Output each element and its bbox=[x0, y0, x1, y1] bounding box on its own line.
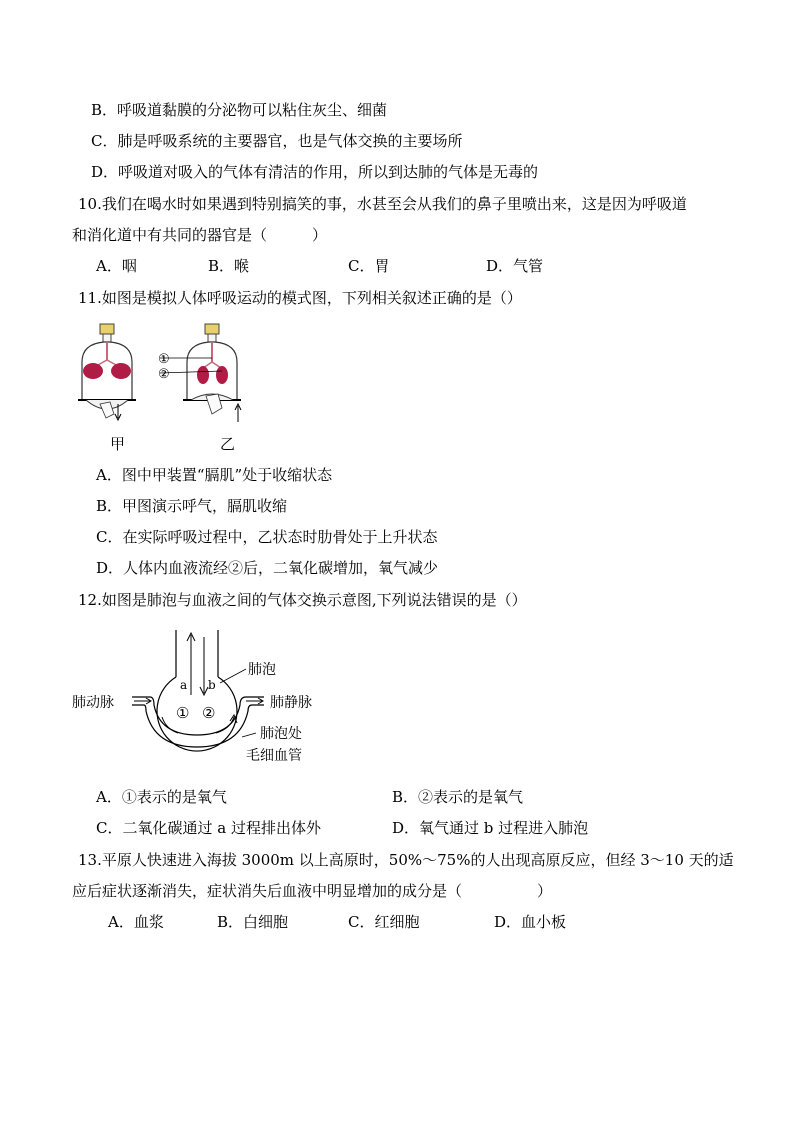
marker-2: ② bbox=[158, 367, 170, 382]
figure-label-yi: 乙 bbox=[220, 435, 236, 453]
q11-option-b: B．甲图演示呼气，膈肌收缩 bbox=[96, 497, 288, 515]
q13-option-c: C．红细胞 bbox=[348, 913, 420, 931]
bell-jar-left bbox=[78, 324, 136, 420]
q9-option-b: B．呼吸道黏膜的分泌物可以粘住灰尘、细菌 bbox=[91, 101, 388, 119]
label-capillary-1: 肺泡处 bbox=[260, 726, 302, 742]
gas-exchange-figure bbox=[70, 625, 340, 770]
q12-option-d: D．氧气通过 b 过程进入肺泡 bbox=[392, 819, 589, 837]
q13-stem-line2: 应后症状逐渐消失，症状消失后血液中明显增加的成分是（ ） bbox=[72, 882, 553, 900]
marker-1: ① bbox=[158, 352, 170, 367]
q9-option-c: C．肺是呼吸系统的主要器官，也是气体交换的主要场所 bbox=[91, 132, 463, 150]
q13-option-b: B．白细胞 bbox=[217, 913, 289, 931]
q11-option-a: A．图中甲装置“膈肌”处于收缩状态 bbox=[96, 466, 333, 484]
q11-option-c: C．在实际呼吸过程中，乙状态时肋骨处于上升状态 bbox=[96, 528, 438, 546]
q10-stem-line2: 和消化道中有共同的器官是（ ） bbox=[72, 226, 328, 244]
q9-option-d: D．呼吸道对吸入的气体有清洁的作用，所以到达肺的气体是无毒的 bbox=[91, 163, 539, 181]
q12-option-c: C．二氧化碳通过 a 过程排出体外 bbox=[96, 819, 321, 837]
q10-option-a: A．咽 bbox=[96, 257, 137, 275]
marker-1: ① bbox=[176, 704, 190, 722]
label-capillary-2: 毛细血管 bbox=[246, 748, 302, 764]
q10-stem-line1: 10.我们在喝水时如果遇到特别搞笑的事，水甚至会从我们的鼻子里喷出来，这是因为呼吸道 bbox=[78, 195, 687, 213]
label-b: b bbox=[208, 678, 216, 692]
q12-option-b: B．②表示的是氧气 bbox=[392, 788, 524, 806]
marker-2: ② bbox=[202, 704, 216, 722]
q10-option-d: D．气管 bbox=[486, 257, 544, 275]
q10-option-b: B．喉 bbox=[208, 257, 250, 275]
label-pulmonary-vein: 肺静脉 bbox=[270, 695, 312, 711]
q12-stem: 12.如图是肺泡与血液之间的气体交换示意图,下列说法错误的是（） bbox=[78, 591, 527, 609]
q13-stem-line1: 13.平原人快速进入海拔 3000m 以上高原时，50%～75%的人出现高原反应，但经 3～10 天的适 bbox=[78, 851, 734, 869]
q11-option-d: D．人体内血液流经②后，二氧化碳增加，氧气减少 bbox=[96, 559, 439, 577]
bell-jar-right bbox=[183, 324, 241, 422]
q12-option-a: A．①表示的是氧气 bbox=[96, 788, 227, 806]
figure-label-jia: 甲 bbox=[110, 435, 126, 453]
q13-option-a: A．血浆 bbox=[108, 913, 164, 931]
q13-option-d: D．血小板 bbox=[494, 913, 567, 931]
q11-stem: 11.如图是模拟人体呼吸运动的模式图，下列相关叙述正确的是（） bbox=[78, 289, 522, 307]
breathing-model-figure bbox=[72, 318, 272, 428]
label-alveolus: 肺泡 bbox=[248, 662, 276, 678]
q10-option-c: C．胃 bbox=[348, 257, 390, 275]
label-pulmonary-artery: 肺动脉 bbox=[72, 695, 114, 711]
label-a: a bbox=[180, 678, 188, 692]
